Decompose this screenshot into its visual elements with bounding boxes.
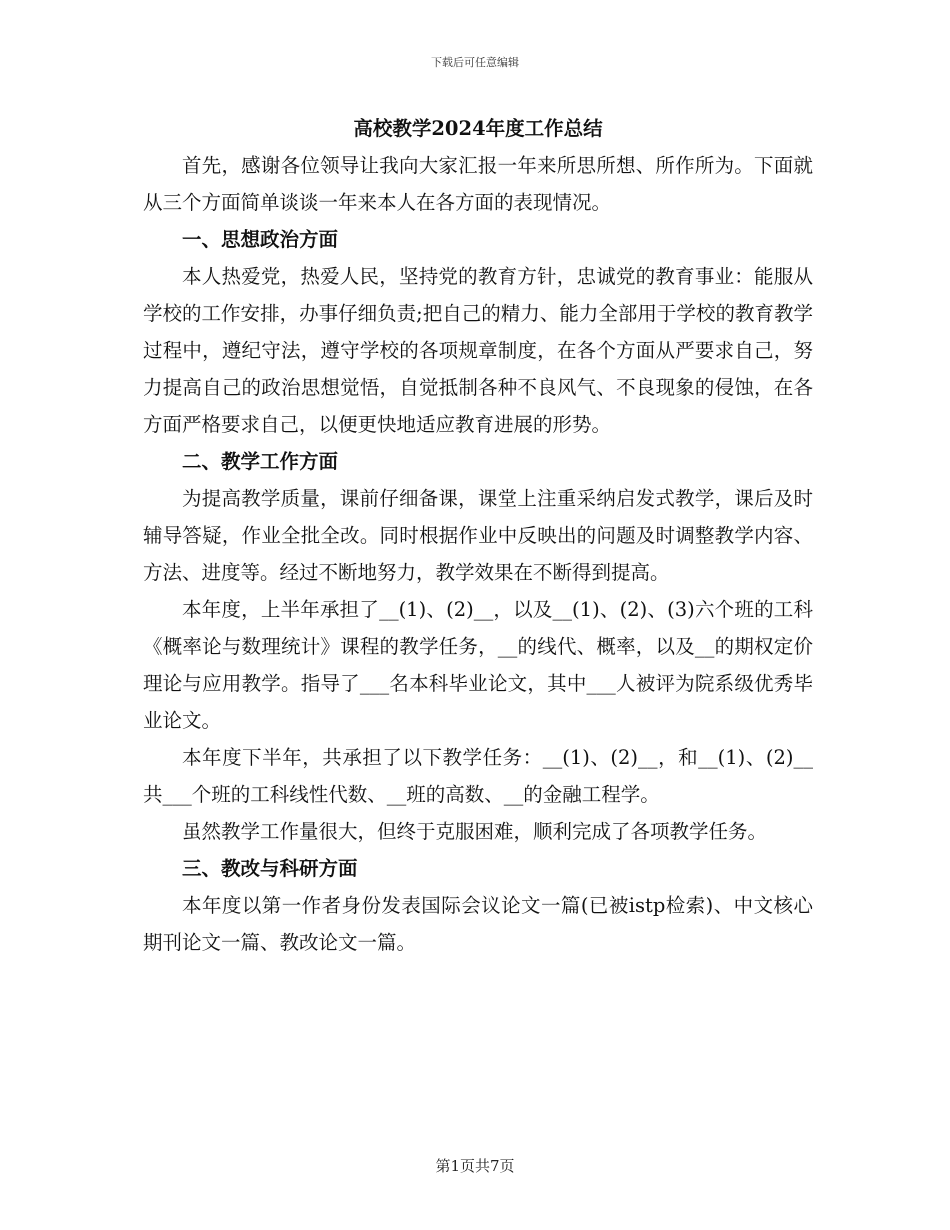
intro-paragraph: 首先，感谢各位领导让我向大家汇报一年来所思所想、所作所为。下面就从三个方面简单谈谈一年来本人在各方面的表现情况。: [143, 154, 813, 214]
header-note: 下载后可任意编辑: [431, 56, 519, 69]
teaching-paragraph-4: 虽然教学工作量很大，但终于克服困难，顺利完成了各项教学任务。: [182, 820, 768, 843]
political-paragraph: 本人热爱党，热爱人民，坚持党的教育方针，忠诚党的教育事业：能服从学校的工作安排，办事仔细负责;把自己的精力、能力全部用于学校的教育教学过程中，遵纪守法，遵守学校的各项规章制度，在各个方面从严要求自己，努力提高自己的政治思想觉悟，自觉抵制各种不良风气、不良现象的侵蚀，在各方面严格要求自己，以便更快地适应教育进展的形势。: [143, 265, 813, 436]
section-heading-teaching: 二、教学工作方面: [182, 450, 339, 473]
document-title: 高校教学2024年度工作总结: [353, 117, 603, 140]
section-heading-research: 三、教改与科研方面: [182, 857, 358, 880]
teaching-paragraph-3: 本年度下半年，共承担了以下教学任务：__(1)、(2)__，和__(1)、(2)__共___个班的工科线性代数、__班的高数、__的金融工程学。: [143, 746, 813, 806]
teaching-paragraph-2: 本年度，上半年承担了__(1)、(2)__，以及__(1)、(2)、(3)六个班的工科《概率论与数理统计》课程的教学任务，__的线代、概率，以及__的期权定价理论与应用教学。指导了___名本科毕业论文，其中___人被评为院系级优秀毕业论文。: [143, 598, 813, 732]
research-paragraph: 本年度以第一作者身份发表国际会议论文一篇(已被istp检索)、中文核心期刊论文一篇、教改论文一篇。: [143, 894, 813, 954]
section-heading-political: 一、思想政治方面: [182, 228, 339, 251]
teaching-paragraph-1: 为提高教学质量，课前仔细备课，课堂上注重采纳启发式教学，课后及时辅导答疑，作业全批全改。同时根据作业中反映出的问题及时调整教学内容、方法、进度等。经过不断地努力，教学效果在不断得到提高。: [143, 487, 813, 584]
document-body: [143, 110, 813, 961]
page-footer: 第1页共7页: [435, 1157, 515, 1175]
